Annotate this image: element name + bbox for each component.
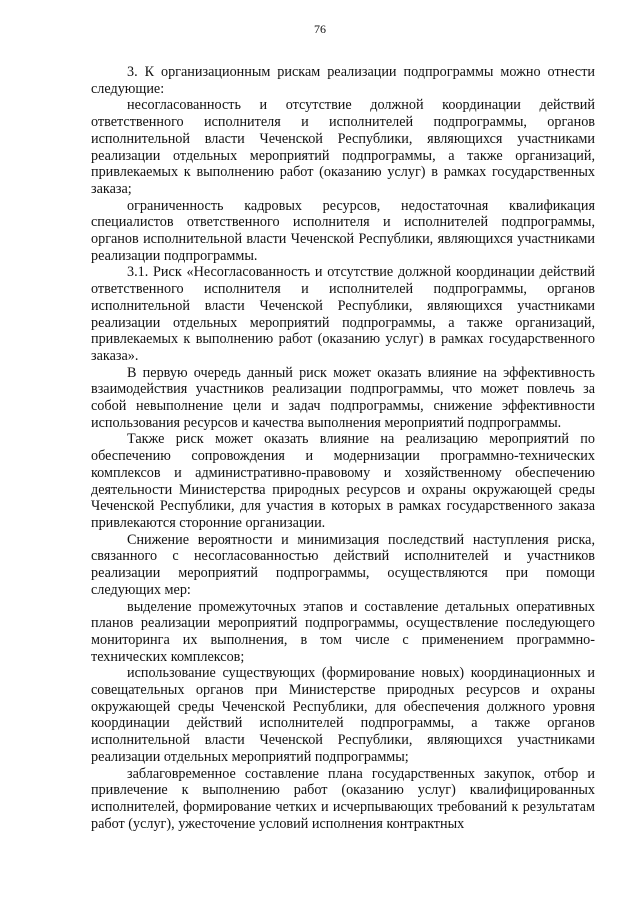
paragraph-org-risks-intro: 3. К организационным рискам реализации подпрограммы можно отнести следующие: xyxy=(91,64,595,97)
paragraph-risk-impact: В первую очередь данный риск может оказать влияние на эффективность взаимодействия участников реализации подпрограммы, что может повлечь за собой невыполнение цели и задач подпрограммы, снижение эффективности использования ресурсов и качества выполнения мероприятий подпрограммы. xyxy=(91,364,595,431)
paragraph-mitigation-intro: Снижение вероятности и минимизация последствий наступления риска, связанного с несогласованностью действий исполнителей и участников реализации мероприятий подпрограммы, осуществляются при помощи следующих мер: xyxy=(91,531,595,598)
paragraph-measure-procurement: заблаговременное составление плана государственных закупок, отбор и привлечение к выполнению работ (оказанию услуг) квалифицированных исполнителей, формирование четких и исчерпывающих требований к результатам работ (услуг), ужесточение условий исполнения контрактных xyxy=(91,765,595,832)
document-body xyxy=(91,64,595,832)
paragraph-risk-impact-additional: Также риск может оказать влияние на реализацию мероприятий по обеспечению сопровождения и модернизации программно-технических комплексов и административно-правовому и хозяйственному обеспечению деятельности Министерства природных ресурсов и охраны окружающей среды Чеченской Республики, для участия в которых в рамках государственного заказа привлекаются сторонние организации. xyxy=(91,431,595,531)
paragraph-risk-item-coordination: несогласованность и отсутствие должной координации действий ответственного исполнителя и исполнителей подпрограммы, органов исполнительной власти Чеченской Республики, являющихся участниками реализации отдельных мероприятий подпрограммы, а также организаций, привлекаемых к выполнению работ (оказанию услуг) в рамках государственных заказа; xyxy=(91,97,595,197)
page-number: 76 xyxy=(314,22,326,36)
paragraph-measure-stages: выделение промежуточных этапов и составление детальных оперативных планов реализации мероприятий подпрограммы, осуществление последующего мониторинга их выполнения, в том числе с применением программно-технических комплексов; xyxy=(91,598,595,665)
paragraph-risk-3-1-title: 3.1. Риск «Несогласованность и отсутствие должной координации действий ответственного исполнителя и исполнителей подпрограммы, органов исполнительной власти Чеченской Республики, являющихся участниками реализации отдельных мероприятий подпрограммы, а также организаций, привлекаемых к выполнению работ (оказанию услуг) в рамках государственного заказа». xyxy=(91,264,595,364)
paragraph-measure-coordination-bodies: использование существующих (формирование новых) координационных и совещательных органов при Министерстве природных ресурсов и охраны окружающей среды Чеченской Республики, для обеспечения должного уровня координации действий исполнителей подпрограммы, а также органов исполнительной власти Чеченской Республики, являющихся участниками реализации отдельных мероприятий подпрограммы; xyxy=(91,665,595,765)
paragraph-risk-item-staff: ограниченность кадровых ресурсов, недостаточная квалификация специалистов ответственного исполнителя и исполнителей подпрограммы, органов исполнительной власти Чеченской Республики, являющихся участниками реализации подпрограммы. xyxy=(91,197,595,264)
